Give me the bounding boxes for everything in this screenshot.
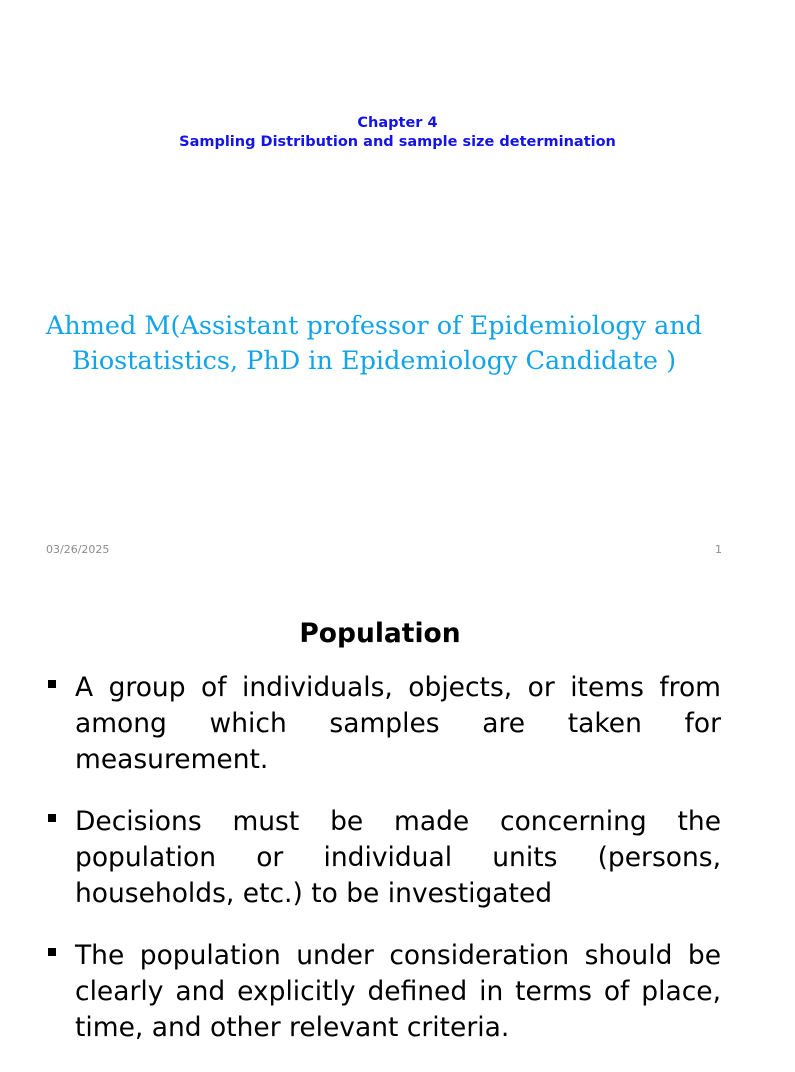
square-bullet-icon	[48, 680, 56, 688]
bullet-text: Decisions must be made concerning the population or individual units (persons, households, etc.) to be investigated	[75, 806, 721, 909]
author-line: Ahmed M(Assistant professor of Epidemiology and Biostatistics, PhD in Epidemiology Candidate )	[45, 311, 703, 376]
square-bullet-icon	[48, 948, 56, 956]
slide-2	[0, 576, 768, 1043]
chapter-title: Sampling Distribution and sample size determination	[179, 134, 616, 150]
chapter-heading	[0, 114, 795, 152]
square-bullet-icon	[48, 814, 56, 822]
bullet-item	[48, 670, 721, 778]
slide-number: 1	[715, 543, 722, 556]
bullet-text: A group of individuals, objects, or items from among which samples are taken for measurement.	[75, 672, 721, 775]
bullet-item	[48, 804, 721, 912]
bullet-text: The population under consideration should be clearly and explicitly defined in terms of place, time, and other relevant criteria.	[75, 940, 721, 1043]
chapter-number: Chapter 4	[357, 115, 438, 131]
bullet-item	[48, 938, 721, 1046]
bullet-list	[48, 670, 721, 1072]
slide-title: Population	[299, 618, 461, 649]
slide-date: 03/26/2025	[46, 543, 110, 556]
